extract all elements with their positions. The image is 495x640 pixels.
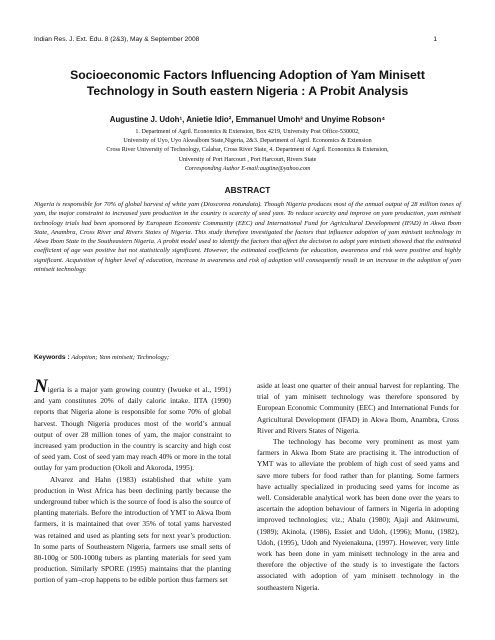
body-column-right xyxy=(257,380,459,593)
drop-cap: N xyxy=(34,376,48,397)
body-paragraph: aside at least one quarter of their annual harvest for replanting. The trial of yam minisett technology was therefore sponsored by European Economic Community (EEC) and International Funds for Agricultural Development (IFAD) in Akwa Ibom, Anambra, Cross River and Rivers States of Nigeria. xyxy=(257,381,459,435)
page-number: 1 xyxy=(433,36,437,43)
paper-title xyxy=(30,67,465,99)
abstract-text: Nigeria is responsible for 70% of global harvest of white yam (Dioscorea rotundata). Though Nigeria produces most of the annual output of 28 million tones of yam, the major constraint to increased yam production in the country is scarcity of seed yam. To reduce scarcity and improve on yam production, yam minisett technology trials had been sponsored by European Economic Community (EEC) and International Fund for Agricultural Development (IFAD) in Akwa Ibom State, Anambra, Cross River and Rivers States of Nigeria. This study therefore investigated the factors that influence adoption of yam minisett technology in Akwa Ibom State in the Southeastern Nigeria. A probit model used to identify the factors that affect the decision to adopt yam minisett showed that the estimated coefficient of age was positive but not statistically significant. However, the estimated coefficients for education, awareness and risk were positive and highly significant. Acquisition of higher level of education, increase in awareness and risk of adoption will consequently result in an increase in the adoption of yam minisett technology. xyxy=(34,201,461,274)
affiliation-line: Cross River University of Technology, Calabar, Cross River State, 4. Department of Agril. Economics & Extension, xyxy=(106,147,389,154)
affiliations xyxy=(20,128,475,174)
keywords-value: Adoption; Yam minisett; Technology; xyxy=(71,354,170,361)
author-list: Augustine J. Udoh¹, Anietie Idio², Emmanuel Umoh³ and Unyime Robson⁴ xyxy=(109,115,386,124)
affiliation-line: 1. Department of Agril. Economics & Extension, Box 4219, University Post Office-530002, xyxy=(135,129,360,135)
body-paragraph: Alvarez and Hahn (1983) established that white yam production in West Africa has been declining partly because the underground tuber which is the source of food is also the source of planting materials. Before the introduction of YMT to Akwa Ibom farmers, it is maintained that over 35% of total yams harvested was retained and used as planting sets for next year’s production. In some parts of Southeastern Nigeria, farmers use small setts of 80-100g or 500-1000g tubers as planting materials for seed yam production. Similarly SPORE (1995) maintains that the planting portion of yam–crop happens to be edible portion thus farmers set xyxy=(34,474,231,585)
body-column-left xyxy=(34,376,231,586)
keywords-label: Keywords : xyxy=(34,354,70,361)
corresponding-author: Corresponding Author E-mail:augtine@yahoo.com xyxy=(184,165,311,172)
keywords xyxy=(34,354,461,361)
body-paragraph: The technology has become very prominent as most yam farmers in Akwa Ibom State are practising it. The introduction of YMT was to alleviate the problem of high cost of seed yams and save more tubers for food rather than for planting. Some farmers have actually specialized in producing seed yams for income as well. Considerable analytical work has been done over the years to ascertain the adoption behaviour of farmers in Nigeria in adopting improved technologies; viz.; Abalu (1980); Ajaji and Akinwumi, (1989); Akinola, (1986), Essiet and Udoh, (1996); Monu, (1982), Udoh, (1995), Udoh and Nyeienakuna, (1997). However, very little work has been done in yam minisett technology in the area and therefore the objective of the study is to investigate the factors associated with adoption of yam minisett technology in the southeastern Nigeria. xyxy=(257,437,459,592)
body-paragraph xyxy=(34,376,231,474)
affiliation-line: University of Uyo, Uyo Akwalbom State,Nigeria, 2&3. Department of Agril. Economics & Extension xyxy=(123,138,372,145)
abstract-heading: ABSTRACT xyxy=(224,185,271,195)
affiliation-line: University of Port Harcourt , Port Harcourt, Rivers State xyxy=(178,156,317,163)
paragraph-text: igeria is a major yam growing country (Iwueke et al., 1991) and yam constitutes 20% of daily caloric intake. IITA (1990) reports that Nigeria alone is responsible for some 70% of global harvest. Though Nigeria produces most of the world’s annual output of over 28 million tones of yam, the major constraint to increased yam production in the country is scarcity and high cost of seed yam. Cost of seed yam may reach 40% or more in the total outlay for yam production (Okoli and Akoroda, 1995). xyxy=(34,385,231,473)
running-header xyxy=(34,36,437,43)
title-line-1: Socioeconomic Factors Influencing Adoption of Yam Minisett xyxy=(70,68,425,82)
journal-citation: Indian Res. J. Ext. Edu. 8 (2&3), May & September 2008 xyxy=(34,36,200,43)
title-line-2: Technology in South eastern Nigeria : A Probit Analysis xyxy=(86,84,409,98)
